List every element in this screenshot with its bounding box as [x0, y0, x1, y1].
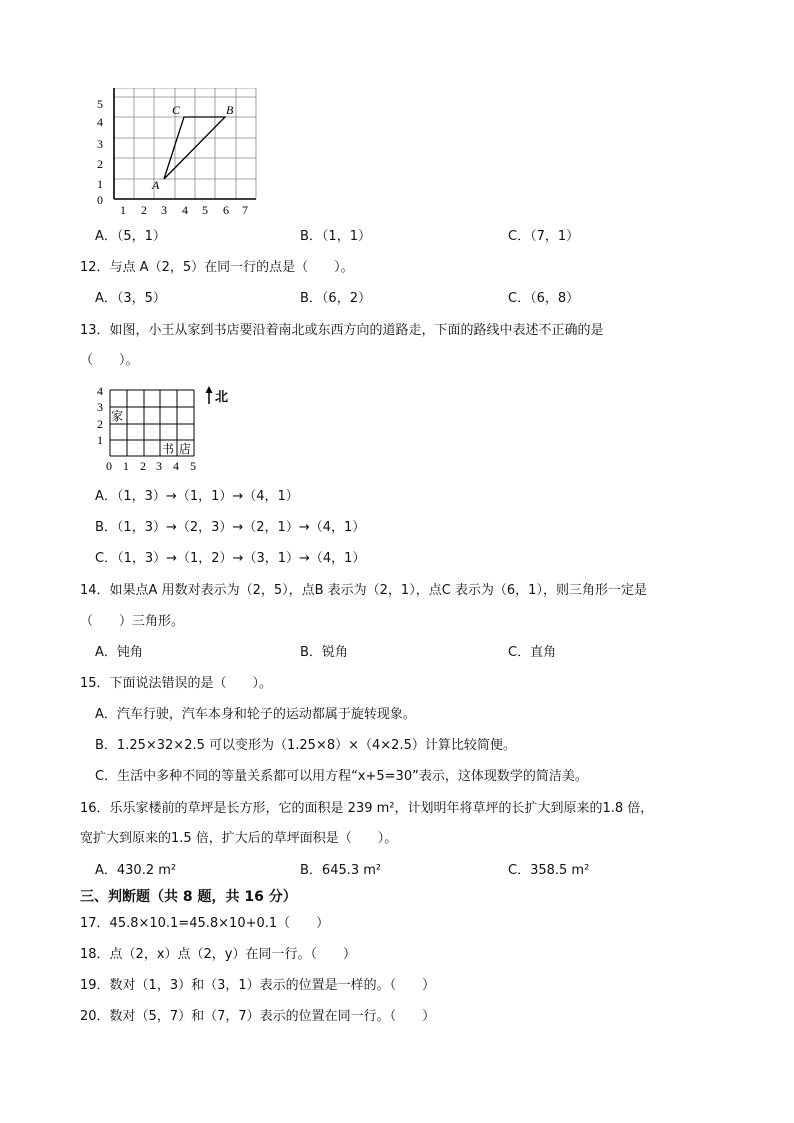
q13-y-tick: 1 [97, 433, 103, 447]
q12-option-c[interactable]: C．（6，8） [508, 291, 580, 306]
q20-statement: 20．数对（5，7）和（7，7）表示的位置在同一行。（ ） [80, 1009, 436, 1024]
q13-x-tick: 4 [173, 459, 179, 472]
q12-option-a[interactable]: A．（3，5） [95, 291, 166, 306]
q16-stem-cont: 宽扩大到原来的1.5 倍，扩大后的草坪面积是（ ）。 [80, 831, 398, 846]
q13-x-tick: 0 [106, 459, 112, 472]
q11-x-tick: 1 [120, 203, 126, 217]
q11-option-a[interactable]: A．（5，1） [95, 229, 166, 244]
q11-triangle [164, 117, 225, 179]
q19-statement: 19．数对（1，3）和（3，1）表示的位置是一样的。（ ） [80, 978, 436, 993]
q12-option-b[interactable]: B．（6，2） [300, 291, 371, 306]
q11-option-c[interactable]: C．（7，1） [508, 229, 580, 244]
q16-option-a[interactable]: A．430.2 m² [95, 863, 177, 878]
q11-x-tick: 2 [141, 203, 147, 217]
q13-option-c[interactable]: C．（1，3）→（1，2）→（3，1）→（4，1） [95, 551, 366, 566]
q14-stem-cont: （ ）三角形。 [80, 614, 185, 629]
q16-option-c[interactable]: C．358.5 m² [508, 863, 590, 878]
q17-statement: 17．45.8×10.1=45.8×10+0.1（ ） [80, 916, 330, 931]
q11-label-b: B [226, 103, 234, 117]
q11-y-tick: 2 [97, 157, 103, 171]
q13-y-tick: 4 [97, 384, 103, 398]
q11-option-b[interactable]: B．（1，1） [300, 229, 371, 244]
section-title: 三、判断题（共 8 题，共 16 分） [80, 889, 297, 905]
q11-grid-figure [92, 88, 262, 218]
q11-x-tick: 6 [223, 203, 229, 217]
q11-y-tick: 5 [97, 97, 103, 111]
q11-y-tick: 4 [97, 115, 103, 129]
q16-option-b[interactable]: B．645.3 m² [300, 863, 382, 878]
q11-label-a: A [152, 178, 160, 192]
q18-statement: 18．点（2，x）点（2，y）在同一行。（ ） [80, 947, 356, 962]
q13-x-tick: 3 [156, 459, 162, 472]
q13-home-label: 家 [111, 409, 124, 423]
q13-north-label: 北 [215, 389, 229, 404]
q14-stem: 14．如果点A 用数对表示为（2，5），点B 表示为（2，1），点C 表示为（6，1），则三角形一定是 [80, 583, 647, 598]
q16-stem: 16．乐乐家楼前的草坪是长方形，它的面积是 239 m²，计划明年将草坪的长扩大到原来的1.8 倍， [80, 801, 654, 816]
q13-stem-cont: （ ）。 [80, 353, 139, 368]
q15-option-a[interactable]: A．汽车行驶，汽车本身和轮子的运动都属于旋转现象。 [95, 707, 416, 722]
q12-stem: 12．与点 A（2，5）在同一行的点是（ ）。 [80, 260, 354, 275]
q11-y-tick: 3 [97, 137, 103, 151]
q13-shop-label-2: 店 [179, 442, 192, 456]
q15-option-c[interactable]: C．生活中多种不同的等量关系都可以用方程“x+5=30”表示，这体现数学的简洁美。 [95, 769, 588, 784]
q13-x-tick: 1 [123, 459, 129, 472]
q13-stem: 13．如图，小王从家到书店要沿着南北或东西方向的道路走，下面的路线中表述不正确的是 [80, 323, 604, 338]
q13-option-b[interactable]: B．（1，3）→（2，3）→（2，1）→（4，1） [95, 520, 366, 535]
q11-x-tick: 7 [242, 203, 248, 217]
q11-y-tick: 0 [97, 193, 103, 207]
north-arrow-icon [206, 386, 213, 404]
q13-option-a[interactable]: A．（1，3）→（1，1）→（4，1） [95, 489, 299, 504]
q15-stem: 15．下面说法错误的是（ ）。 [80, 676, 273, 691]
q13-y-tick: 2 [97, 417, 103, 431]
q13-x-tick: 5 [190, 459, 196, 472]
q13-shop-label-1: 书 [162, 442, 175, 456]
q11-label-c: C [172, 103, 181, 117]
q13-y-tick: 3 [97, 400, 103, 414]
q14-option-a[interactable]: A．钝角 [95, 645, 143, 660]
q13-x-tick: 2 [140, 459, 146, 472]
q13-map-figure [92, 382, 242, 472]
q14-option-c[interactable]: C．直角 [508, 645, 557, 660]
q11-x-tick: 4 [182, 203, 188, 217]
q11-x-tick: 5 [202, 203, 208, 217]
q14-option-b[interactable]: B．锐角 [300, 645, 348, 660]
q11-x-tick: 3 [161, 203, 167, 217]
q11-y-tick: 1 [97, 177, 103, 191]
q15-option-b[interactable]: B．1.25×32×2.5 可以变形为（1.25×8）×（4×2.5）计算比较简便。 [95, 738, 516, 753]
